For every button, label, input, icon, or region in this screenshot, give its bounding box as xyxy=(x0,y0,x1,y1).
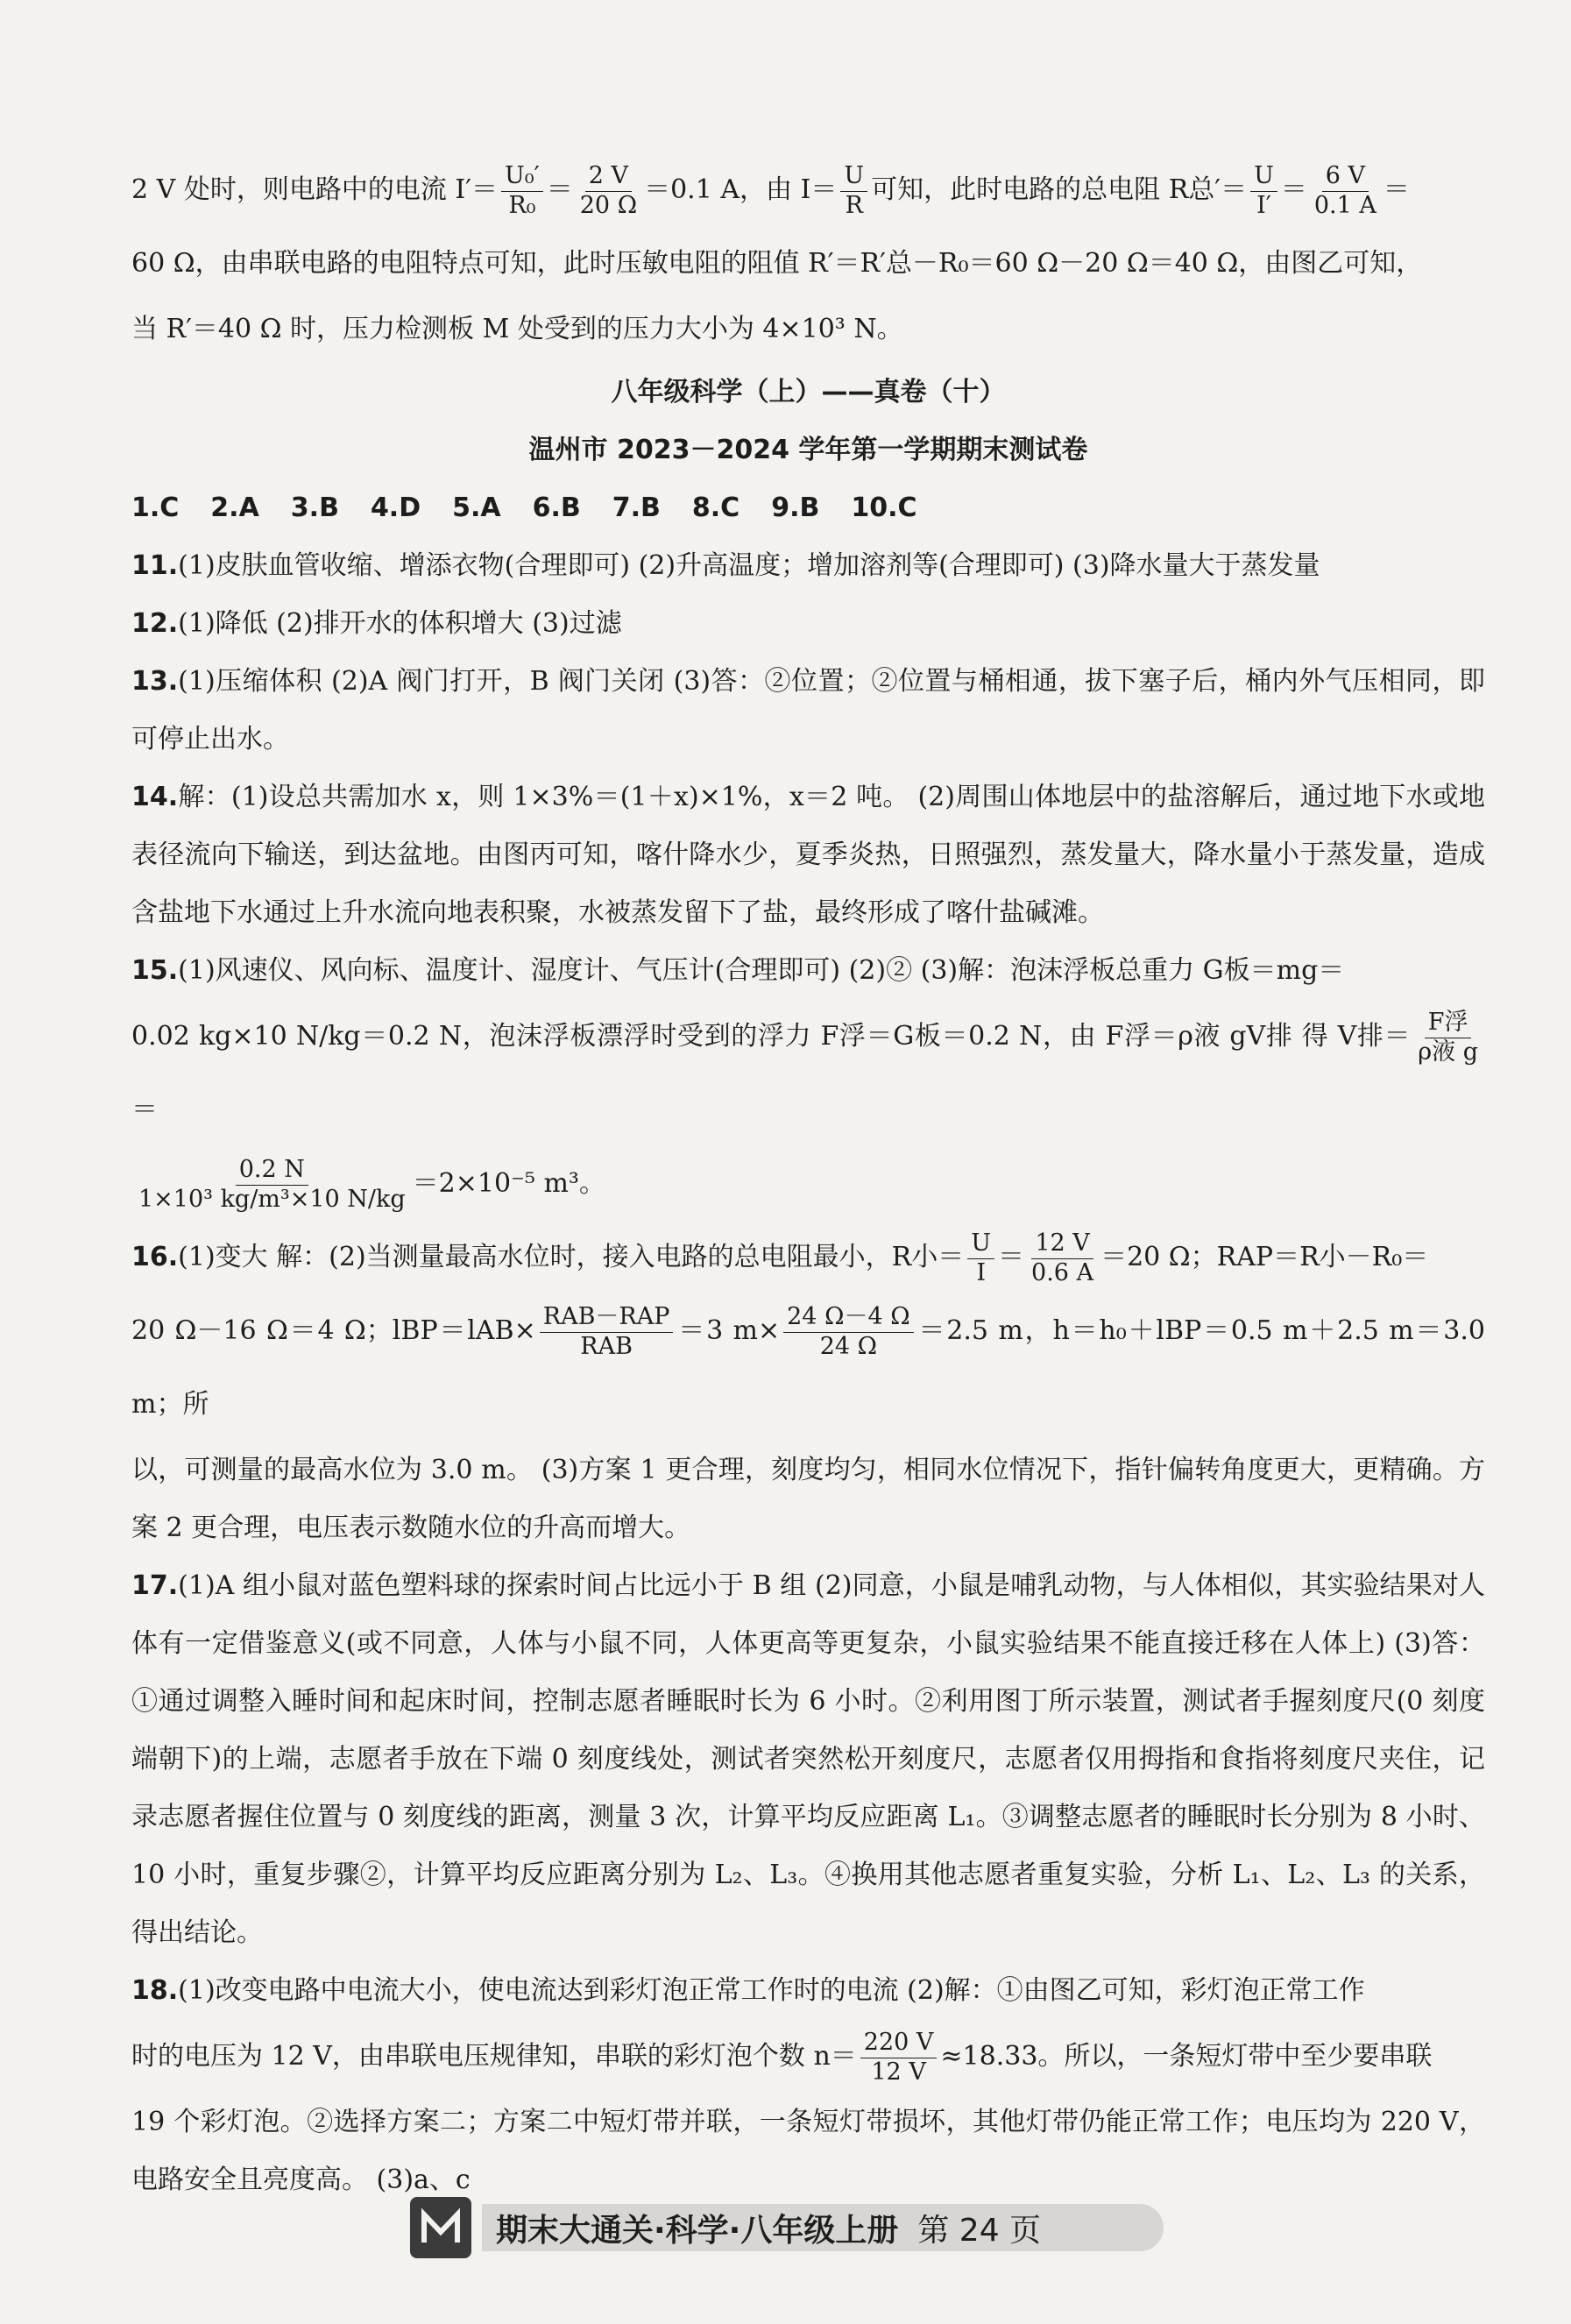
answer-16: 16.(1)变大 解：(2)当测量最高水位时，接入电路的总电阻最小，R小＝ $\frac{U}{I}$ ＝ $\frac{12 V}{0.6 A}$ ＝20 Ω；RAP＝R小－R₀＝ 20 Ω－16 Ω＝4 Ω；lBP＝lAB× $\frac{\text{RAB－RAP}}{\text{RAB}}$ ＝3 m× $\frac{24 \Omega-4 \Omega}{24 \Omega}$ ＝2.5 m，h＝h₀＋lBP＝0.5 m＋2.5 m＝3.0 m；所 以，可测量的最高水位为 3.0 m。 (3)方案 1 更合理，刻度均匀，相同水位情况下，指针偏转角度更大，更精确。方案 2 更合理，电压表示数随水位的升高而增大。 xyxy=(131,1229,1485,1543)
fraction: $\frac{0.2 N}{\text{1×10³ kg/m³×10 N/kg}}$ xyxy=(138,1156,406,1213)
text-run: 2 V 处时，则电路中的电流 I′＝ xyxy=(131,174,499,205)
fraction: $\frac{\text{RAB－RAP}}{\text{RAB}}$ xyxy=(540,1303,674,1361)
top-line-1: 2 V 处时，则电路中的电流 I′＝ $\frac{\text{U₀′}}{\text{R₀}}$ ＝ $\frac{2 V}{20 \Omega}$ ＝0.1 A，由 I＝ $\frac{U}{R}$ 可知，此时电路的总电阻 R总′＝ $\frac{U}{I'}$ ＝ $\frac{6 V}{0.1 A}$ ＝ xyxy=(131,162,1410,219)
footer-title: 期末大通关·科学·八年级上册 xyxy=(496,2212,899,2249)
fraction: $\frac{220 V}{12 V}$ xyxy=(860,2029,938,2087)
answer-18: 18.(1)改变电路中电流大小，使电流达到彩灯泡正常工作时的电流 (2)解：①由图乙可知，彩灯泡正常工作 时的电压为 12 V，由串联电压规律知，串联的彩灯泡个数 n＝ $\frac{220 V}{12 V}$ ≈18.33。所以，一条短灯带中至少要串联 19 个彩灯泡。②选择方案二；方案二中短灯带并联，一条短灯带损坏，其他灯带仍能正常工作；电压均为 220 V，电路安全且亮度高。 (3)a、c xyxy=(131,1975,1485,2195)
page-number: 第 24 页 xyxy=(917,2212,1042,2249)
fraction: $\frac{12 V}{0.6 A}$ xyxy=(1031,1229,1094,1286)
page-content xyxy=(131,153,1485,2209)
exam-title: 温州市 2023－2024 学年第一学期期末测试卷 xyxy=(528,435,1088,465)
answer-13: 13.(1)压缩体积 (2)A 阀门打开，B 阀门关闭 (3)答：②位置；②位置与桶相通，拔下塞子后，桶内外气压相同，即可停止出水。 xyxy=(131,666,1485,755)
answer-12: 12.(1)降低 (2)排开水的体积增大 (3)过滤 xyxy=(131,608,622,639)
fraction: $\frac{\text{F浮}}{\text{ρ液 g}}$ xyxy=(1418,1009,1478,1066)
fraction: $\frac{U}{R}$ xyxy=(840,162,867,220)
logo-mark xyxy=(419,2206,463,2250)
section-heading: 八年级科学（上）——真卷（十） xyxy=(611,377,1006,407)
top-line-2: 60 Ω，由串联电路的电阻特点可知，此时压敏电阻的阻值 R′＝R′总－R₀＝60 Ω－20 Ω＝40 Ω，由图乙可知， xyxy=(131,248,1423,279)
choice-answers: 1.C 2.A 3.B 4.D 5.A 6.B 7.B 8.C 9.B 10.C xyxy=(131,492,917,523)
answer-14: 14.解：(1)设总共需加水 x，则 1×3%＝(1＋x)×1%，x＝2 吨。 (2)周围山体地层中的盐溶解后，通过地下水或地表径流向下输送，到达盆地。由图丙可知，喀什降水少，夏季炎热，日照强烈，蒸发量大，降水量小于蒸发量，造成含盐地下水通过上升水流向地表积聚，水被蒸发留下了盐，最终形成了喀什盐碱滩。 xyxy=(131,782,1485,928)
page-footer xyxy=(410,2200,1164,2256)
answer-17: 17.(1)A 组小鼠对蓝色塑料球的探索时间占比远小于 B 组 (2)同意，小鼠是哺乳动物，与人体相似，其实验结果对人体有一定借鉴意义(或不同意，人体与小鼠不同，人体更高等更复杂，小鼠实验结果不能直接迁移在人体上) (3)答：①通过调整入睡时间和起床时间，控制志愿者睡眠时长为 6 小时。②利用图丁所示装置，测试者手握刻度尺(0 刻度端朝下)的上端，志愿者手放在下端 0 刻度线处，测试者突然松开刻度尺，志愿者仅用拇指和食指将刻度尺夹住，记录志愿者握住位置与 0 刻度线的距离，测量 3 次，计算平均反应距离 L₁。③调整志愿者的睡眠时长分别为 8 小时、10 小时，重复步骤②，计算平均反应距离分别为 L₂、L₃。④换用其他志愿者重复实验，分析 L₁、L₂、L₃ 的关系，得出结论。 xyxy=(131,1570,1485,1948)
fraction: $\frac{24 \Omega-4 \Omega}{24 \Omega}$ xyxy=(783,1303,913,1361)
fraction: $\frac{2 V}{20 \Omega}$ xyxy=(579,162,638,219)
top-line-3: 当 R′＝40 Ω 时，压力检测板 M 处受到的压力大小为 4×10³ N。 xyxy=(131,314,903,344)
answer-11: 11.(1)皮肤血管收缩、增添衣物(合理即可) (2)升高温度；增加溶剂等(合理即可) (3)降水量大于蒸发量 xyxy=(131,550,1320,581)
footer-band xyxy=(482,2204,1164,2251)
fraction: $\frac{U}{I'}$ xyxy=(1250,162,1277,220)
answer-15: 15.(1)风速仪、风向标、温度计、湿度计、气压计(合理即可) (2)② (3)解：泡沫浮板总重力 G板＝mg＝ 0.02 kg×10 N/kg＝0.2 N，泡沫浮板漂浮时受到的浮力 F浮＝G板＝0.2 N，由 F浮＝ρ液 gV排 得 V排＝ $\frac{\text{F浮}}{\text{ρ液 g}}$ ＝ $\frac{0.2 N}{\text{1×10³ kg/m³×10 N/kg}}$ ＝2×10⁻⁵ m³。 xyxy=(131,942,1485,1221)
fraction: $\frac{\text{U₀′}}{\text{R₀}}$ xyxy=(501,162,543,220)
fraction: $\frac{6 V}{0.1 A}$ xyxy=(1313,162,1376,219)
fraction: $\frac{U}{I}$ xyxy=(967,1229,994,1287)
book-logo-icon xyxy=(410,2197,471,2258)
